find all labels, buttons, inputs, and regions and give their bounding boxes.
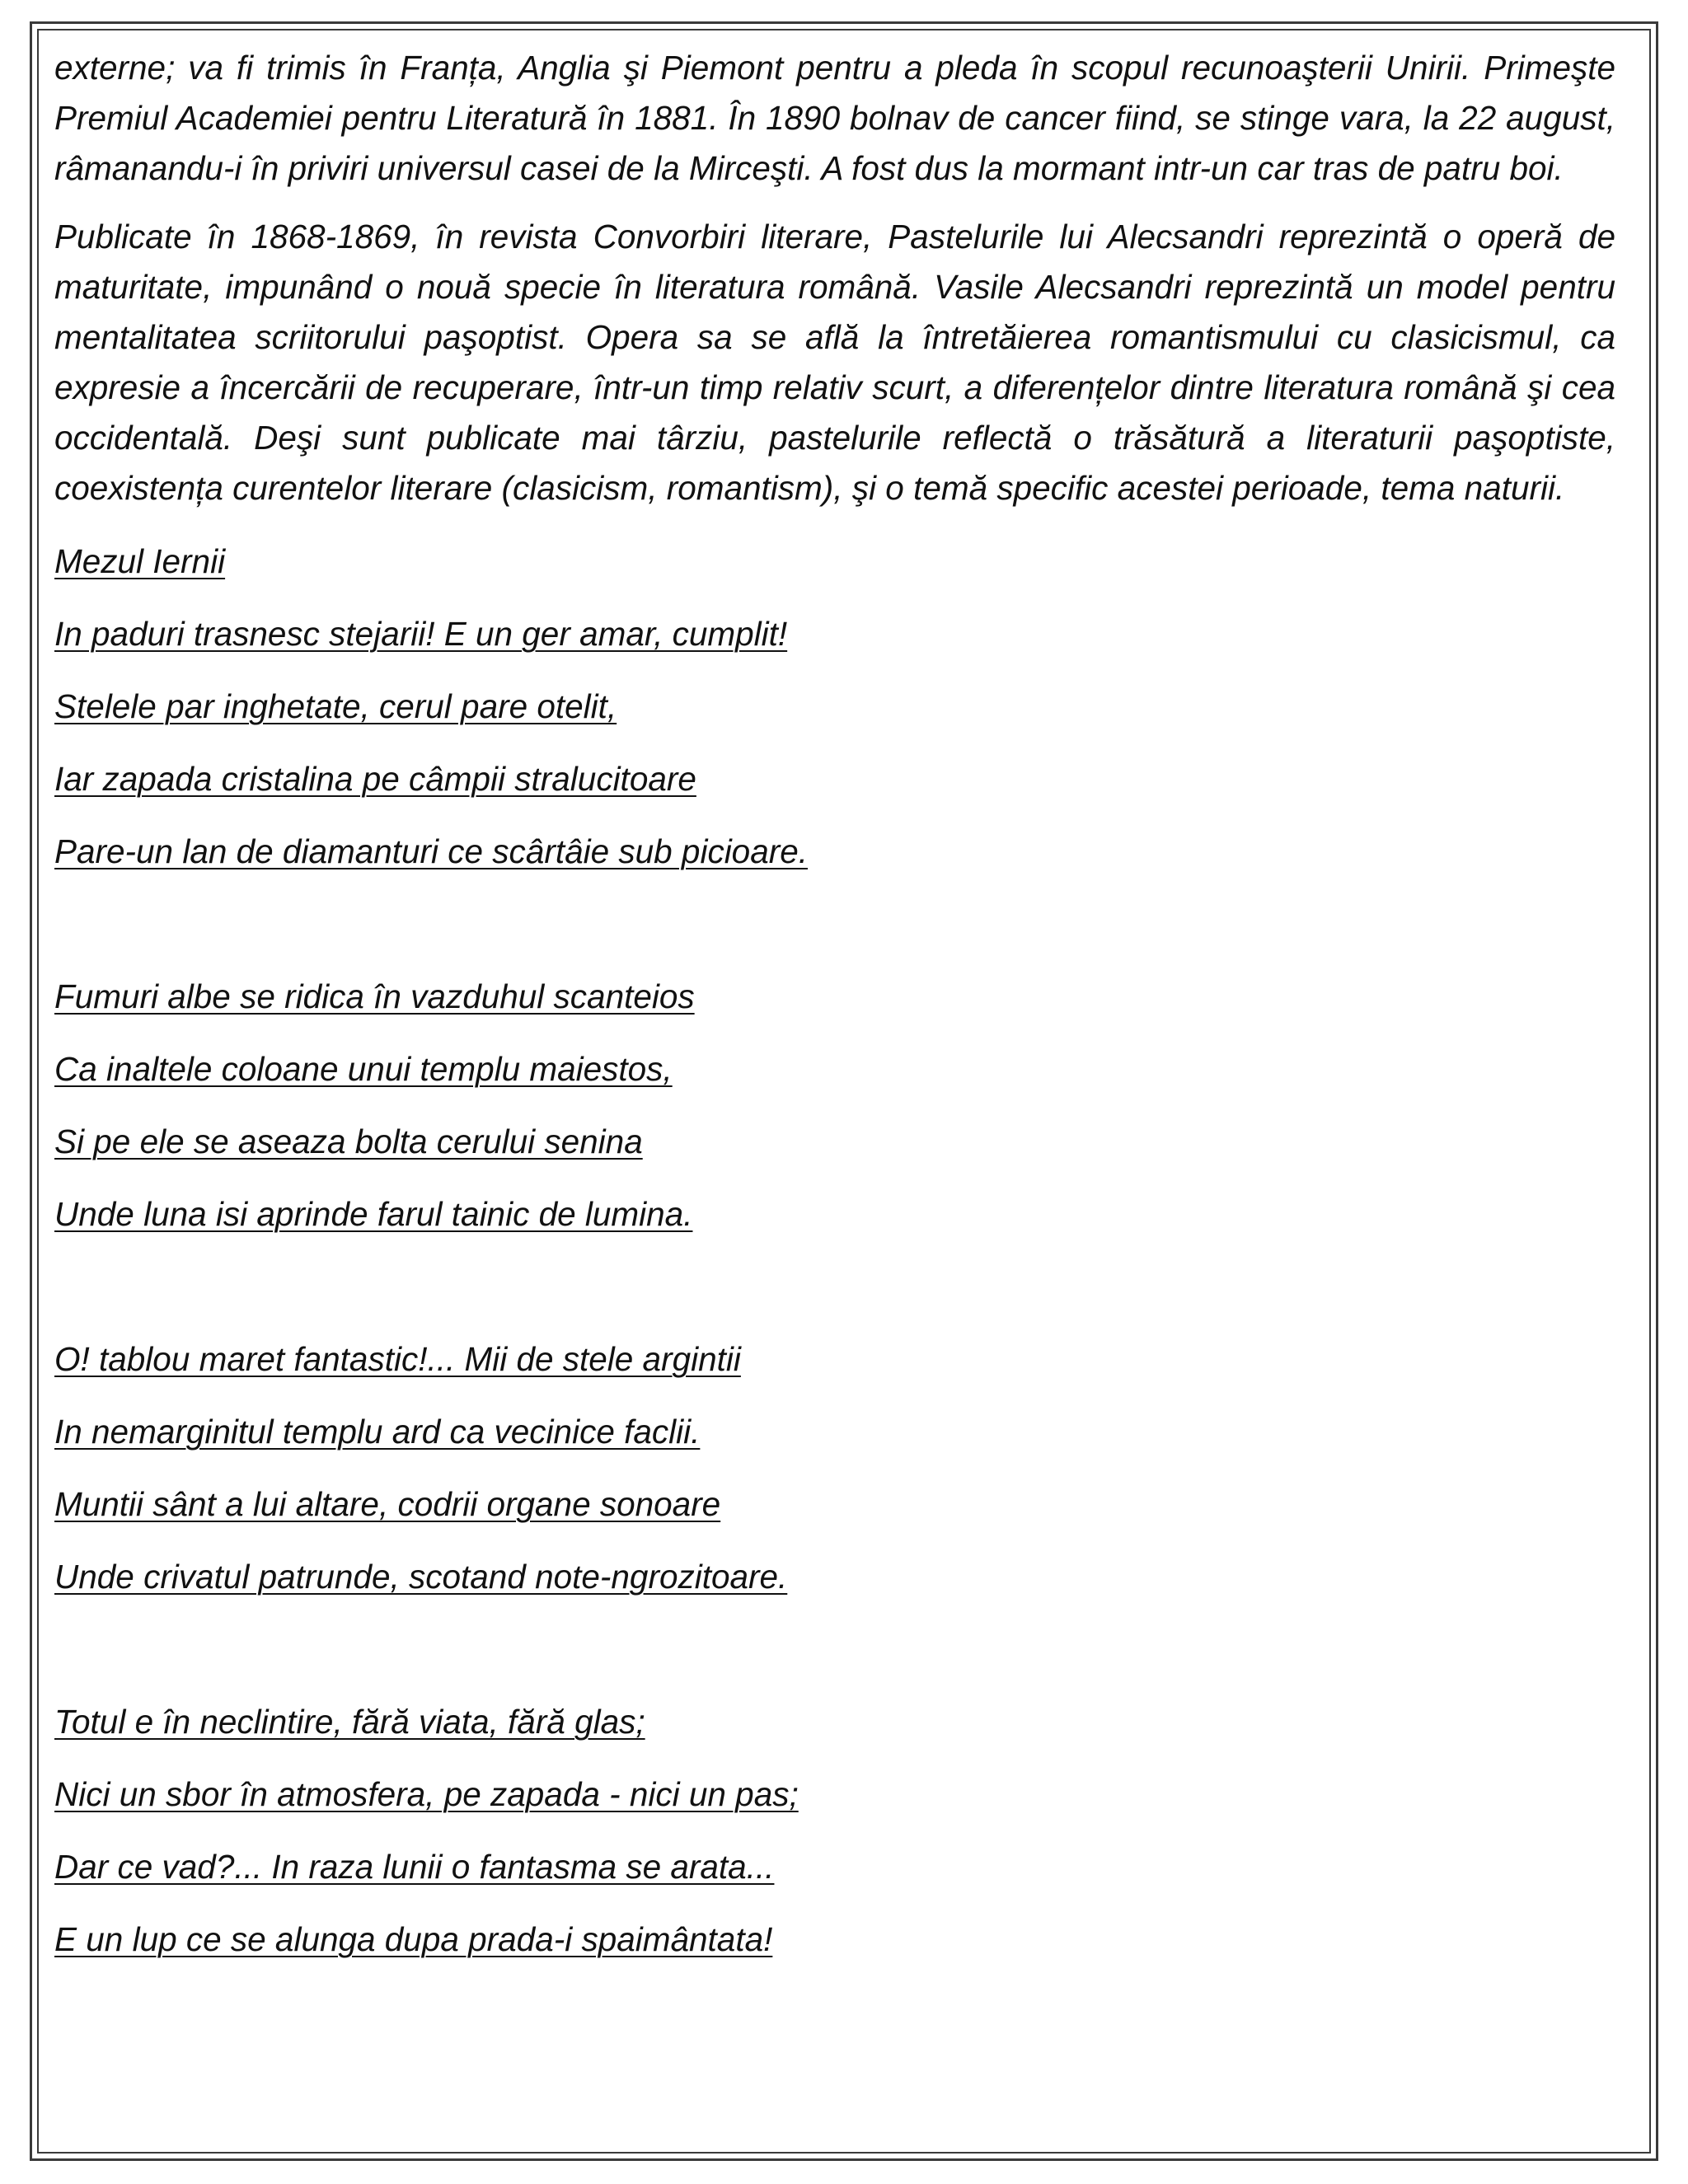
poem-verse: Si pe ele se aseaza bolta cerului senina [54,1122,643,1160]
pasteluri-paragraph: Publicate în 1868-1869, în revista Convorbiri literare, Pastelurile lui Alecsandri reprezintă o operă de maturitate, impunând o nouă specie în literatura română. Vasile Alecsandri reprezintă un model pentru mentalitatea scriitorului paşoptist. Opera sa se află la întretăierea romantismului cu clasicismul, ca expresie a încercării de recuperare, într-un timp relativ scurt, a diferențelor dintre literatura română şi cea occidentală. Deşi sunt publicate mai târziu, pastelurile reflectă o trăsătură a literaturii paşoptiste, coexistența curentelor literare (clasicism, romantism), şi o temă specific acestei perioade, tema naturii. [54,218,1615,507]
stanza-spacer [54,888,1615,960]
poem-verse: Muntii sânt a lui altare, codrii organe sonoare [54,1485,721,1523]
document-body [54,43,1615,1975]
poem-stanza-2 [54,960,1615,1250]
poem-verse: Iar zapada cristalina pe câmpii stralucitoare [54,760,696,798]
poem-verse: Pare-un lan de diamanturi ce scârtâie sub picioare. [54,832,808,870]
poem-stanza-4 [54,1685,1615,1975]
poem-verse: Nici un sbor în atmosfera, pe zapada - nici un pas; [54,1775,799,1813]
poem-title: Mezul Iernii [54,542,226,580]
biography-paragraph: externe; va fi trimis în Franța, Anglia şi Piemont pentru a pleda în scopul recunoaşterii Unirii. Primeşte Premiul Academiei pentru Literatură în 1881. În 1890 bolnav de cancer fiind, se stinge vara, la 22 august, râmanandu-i în priviri universul casei de la Mirceşti. A fost dus la mormant intr-un car tras de patru boi. [54,49,1615,187]
poem-verse: Unde crivatul patrunde, scotand note-ngrozitoare. [54,1558,788,1596]
poem-verse: E un lup ce se alunga dupa prada-i spaimântata! [54,1920,773,1958]
poem-verse: Totul e în neclintire, fără viata, fără glas; [54,1703,645,1741]
poem-verse: Unde luna isi aprinde farul tainic de lumina. [54,1195,693,1233]
poem-verse: Fumuri albe se ridica în vazduhul scanteios [54,977,695,1015]
poem-verse: Stelele par inghetate, cerul pare otelit, [54,687,617,725]
poem-verse: Dar ce vad?... In raza lunii o fantasma se arata... [54,1848,775,1886]
poem-stanza-1 [54,598,1615,888]
poem-verse: In nemarginitul templu ard ca vecinice faclii. [54,1413,701,1451]
poem-verse: O! tablou maret fantastic!... Mii de stele argintii [54,1340,741,1378]
poem-verse: Ca inaltele coloane unui templu maiestos, [54,1050,673,1088]
stanza-spacer [54,1250,1615,1323]
stanza-spacer [54,1613,1615,1685]
poem-stanza-3 [54,1323,1615,1613]
poem-verse: In paduri trasnesc stejarii! E un ger amar, cumplit! [54,615,788,653]
